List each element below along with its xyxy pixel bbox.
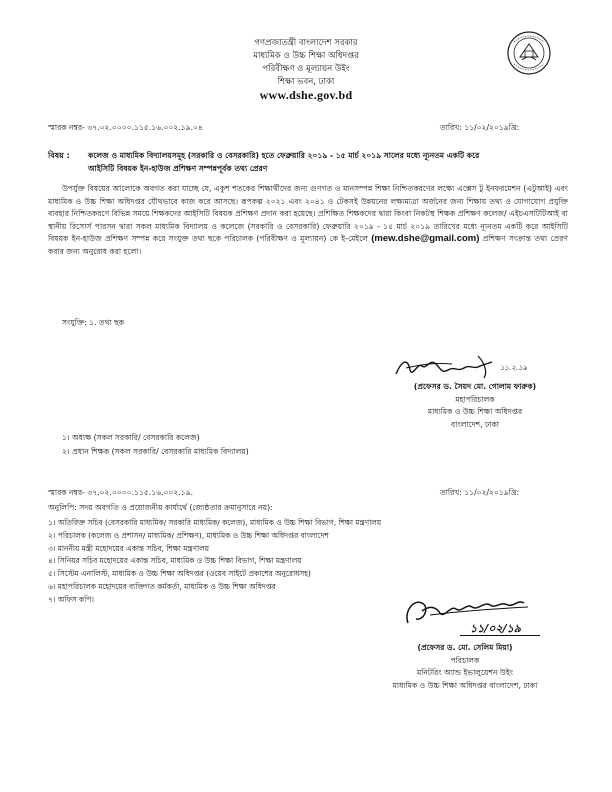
website-url[interactable]: www.dshe.gov.bd: [259, 88, 353, 102]
office-address: শিক্ষা ভবন, ঢাকা: [277, 77, 335, 87]
subject-label: বিষয় :: [48, 151, 70, 160]
list-item: ৫। সিস্টেম এনালিস্ট, মাধ্যমিক ও উচ্চ শিক্ষা অধিদপ্তর (ওয়েব সাইটে প্রকাশের অনুরোধসহ): [48, 569, 311, 579]
list-item: ৩। মাননীয় মন্ত্রী মহোদয়ের একান্ত সচিব, শিক্ষা মন্ত্রণালয়: [48, 543, 209, 553]
signatory-2-name: (প্রফেসর ড. মো. সেলিম মিয়া): [417, 643, 513, 652]
signature-block-2: [360, 642, 570, 692]
recipient-2: ২। প্রধান শিক্ষক (সকল সরকারি/ বেসরকারি মাধ্যমিক বিদ্যালয়): [62, 447, 249, 456]
list-item: ৭। অফিস কপি।: [48, 594, 94, 604]
signatory-1-location: বাংলাদেশ, ঢাকা: [451, 419, 499, 429]
signature-1-date: ১১.২.১৯: [500, 364, 528, 372]
signature-2-date: ১১/০২/১৯: [470, 622, 521, 635]
body-text-after-email: প্রশিক্ষণ সংক্রান্ত তথ্য প্রেরণ করার জন্য অনুরোধ করা হলো।: [48, 234, 568, 256]
memo-date: তারিখ: ১১/০২/২০১৯খ্রি:: [440, 123, 520, 132]
signature-2-underline: [460, 635, 540, 636]
signatory-2-office: মাধ্যমিক ও উচ্চ শিক্ষা অধিদপ্তর বাংলাদেশ, ঢাকা: [392, 680, 538, 690]
memo-date-2: তারিখ: ১১/০২/২০১৯খ্রি:: [440, 488, 520, 497]
list-item: ৬। মহাপরিচালক মহোদয়ের ব্যক্তিগত কর্মকর্তা, মাধ্যমিক ও উচ্চ শিক্ষা অধিদপ্তর: [48, 581, 276, 591]
govt-name: গণপ্রজাতন্ত্রী বাংলাদেশ সরকার: [254, 38, 358, 48]
signature-block-1: [395, 381, 555, 431]
list-item: ১। অতিরিক্ত সচিব (বেসরকারি মাধ্যমিক/ সরকারি মাধ্যমিক/ কলেজ), মাধ্যমিক ও উচ্চ শিক্ষা বিভাগ, শিক্ষা মন্ত্রণালয়: [48, 518, 382, 527]
signatory-2-unit: মনিটরিং অ্যান্ড ইভালুয়েশন উইং: [416, 668, 514, 677]
signatory-1-office: মাধ্যমিক ও উচ্চ শিক্ষা অধিদপ্তর: [427, 407, 523, 416]
email-link[interactable]: (mew.dshe@gmail.com): [371, 233, 480, 245]
subject-line-2: আইসিটি বিষয়ক ইন-হাউজ প্রশিক্ষণ সম্পন্নপূর্বক তথ্য প্রেরণ: [88, 164, 268, 173]
wing-name: পরিবীক্ষণ ও মূল্যায়ন উইং: [262, 64, 350, 74]
memo-number: স্মারক নম্বর- ৩৭.০২.০০০০.১১৫.১৬.০০২.১৯.০৪: [48, 123, 203, 132]
list-item: ৪। সিনিয়র সচিব মহোদয়ের একান্ত সচিব, মাধ্যমিক ও উচ্চ শিক্ষা বিভাগ, শিক্ষা মন্ত্রণালয়: [48, 556, 302, 566]
dshe-logo: [506, 30, 552, 76]
directorate-name: মাধ্যমিক ও উচ্চ শিক্ষা অধিদপ্তর: [253, 51, 359, 61]
memo-number-2: স্মারক নম্বর- ৩৭.০২.০০০০.১১৫.১৬.০০২.১৯.: [48, 488, 194, 497]
body-text-before-email: উপর্যুক্ত বিষয়ের আলোকে অবগত করা যাচ্ছে যে, একুশ শতকের শিক্ষার্থীদের জন্য গুণগত ও মানসম্পন্ন শিক্ষা নিশ্চিতকরণের লক্ষ্যে এক্সেস টু ইনফরমেশন (এটুআই) এবং মাধ্যমিক ও উচ্চ শিক্ষা অধিদপ্তর যৌথভাবে কাজ করে আসছে। রূপকল্প ২০২১ এবং ২০৪১ ও টেকসই উন্নয়নের লক্ষ্যমাত্রা অর্জনের জন্য শিক্ষায় তথ্য ও যোগাযোগ প্রযুক্তি ব্যবহার নিশ্চিতকরণে বিভিন্ন সময়ে শিক্ষকদের আইসিটি বিষয়ক প্রশিক্ষণ প্রদান করা হয়েছে। প্রশিক্ষিত শিক্ষকদের দ্বারা কিংবা নিকটস্থ শিক্ষক প্রশিক্ষণ কলেজ/ এইচএসটিটিআই বা স্থানীয় রিসোর্স পারসন দ্বারা সকল মাধ্যমিক বিদ্যালয় ও কলেজে (সরকারি ও বেসরকারি) ফেব্রুয়ারি ২০১৯ - ১৫ মার্চ ২০১৯ তারিখের মধ্যে ন্যূনতম একটি করে আইসিটি বিষয়ক ইন-হাউজ প্রশিক্ষণ সম্পন্ন করে সংযুক্ত তথ্য ছকে পরিচালক (পরিবীক্ষণ ও মূল্যায়ন) কে ই-মেইলে: [48, 184, 568, 244]
body-paragraph: [48, 183, 568, 259]
subject-line-1: কলেজ ও মাধ্যমিক বিদ্যালয়সমূহ (সরকারি ও বেসরকারি) হতে ফেব্রুয়ারি ২০১৯ - ১৫ মার্চ ২০১৯ সালের মধ্যে ন্যূনতম একটি করে: [88, 151, 480, 160]
signatory-1-name: (প্রফেসর ড. সৈয়দ মো. গোলাম ফারুক): [413, 382, 537, 391]
copies-heading: অনুলিপি: সদয় অবগতি ও প্রয়োজনীয় কার্যার্থে (জ্যেষ্ঠতার ক্রমানুসারে নয়):: [48, 503, 273, 512]
attachment-line: সংযুক্তি: ১. তথ্য ছক: [62, 318, 125, 327]
recipient-1: ১। অধ্যক্ষ (সকল সরকারি/ বেসরকারি কলেজ): [62, 433, 200, 442]
signatory-2-designation: পরিচালক: [450, 655, 480, 665]
list-item: ২। পরিচালক (কলেজ ও প্রশাসন/ মাধ্যমিক/ প্রশিক্ষণ), মাধ্যমিক ও উচ্চ শিক্ষা অধিদপ্তর বাংলাদেশ: [48, 530, 329, 540]
signatory-1-designation: মহাপরিচালক: [455, 394, 495, 404]
